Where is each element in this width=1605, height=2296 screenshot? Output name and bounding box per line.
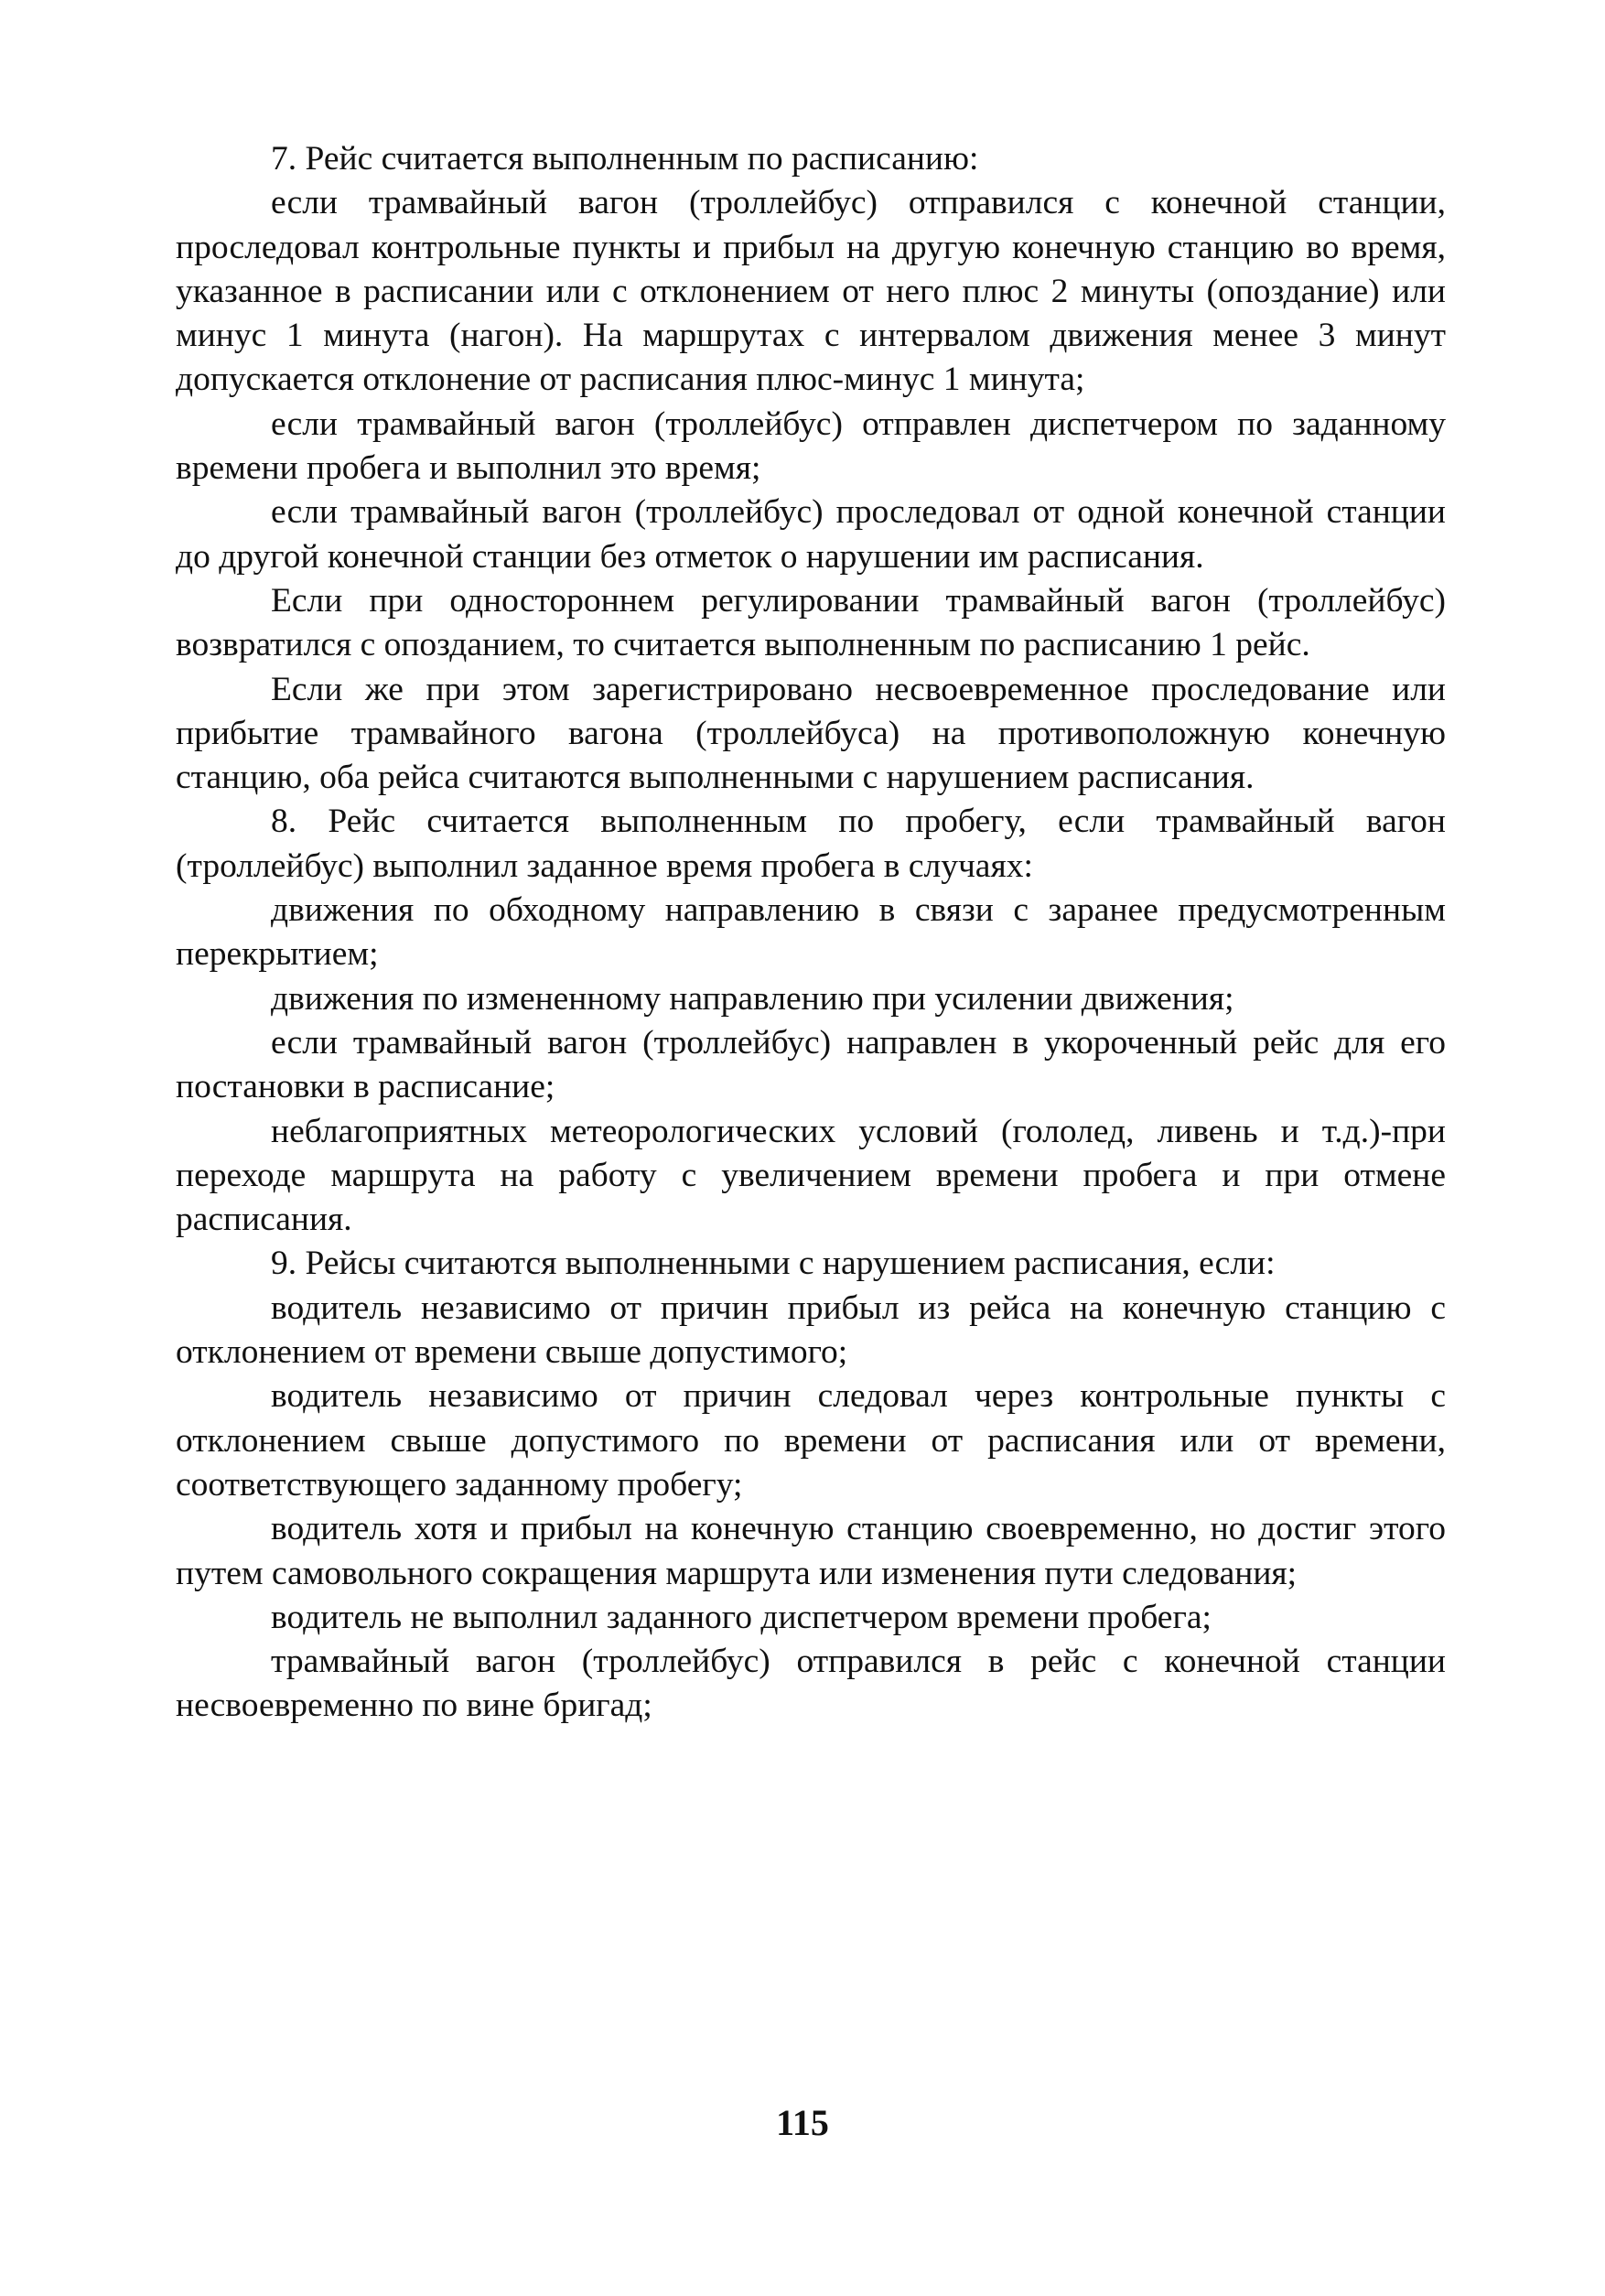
paragraph-item-7-heading: 7. Рейс считается выполненным по расписанию: [271, 140, 979, 178]
paragraph-violation-case-4: водитель не выполнил заданного диспетчером времени пробега; [271, 1598, 1212, 1636]
page-number: 115 [776, 2102, 829, 2143]
paragraph-violation-case-2: водитель независимо от причин следовал через контрольные пункты с отклонением свыше допустимого по времени от расписания или от времени, соответствующего заданному пробегу; [176, 1377, 1446, 1504]
paragraph-one-sided-regulation: Если при одностороннем регулировании трамвайный вагон (троллейбус) возвратился с опозданием, то считается выполненным по расписанию 1 рейс. [176, 581, 1446, 664]
paragraph-mileage-case-3: если трамвайный вагон (троллейбус) направлен в укороченный рейс для его постановки в расписание; [176, 1023, 1446, 1106]
paragraph-schedule-condition-3: если трамвайный вагон (троллейбус) проследовал от одной конечной станции до другой конечной станции без отметок о нарушении им расписания. [176, 493, 1446, 576]
paragraph-item-9-heading: 9. Рейсы считаются выполненными с нарушением расписания, если: [271, 1245, 1276, 1283]
paragraph-mileage-case-4: неблагоприятных метеорологических условий (гололед, ливень и т.д.)-при переходе маршрута на работу с увеличением времени пробега и при отмене расписания. [176, 1112, 1446, 1239]
document-page [176, 137, 1446, 1729]
paragraph-violation-case-3: водитель хотя и прибыл на конечную станцию своевременно, но достиг этого путем самовольного сокращения маршрута или изменения пути следования; [176, 1510, 1446, 1592]
paragraph-item-8-heading: 8. Рейс считается выполненным по пробегу, если трамвайный вагон (троллейбус) выполнил заданное время пробега в случаях: [176, 803, 1446, 885]
paragraph-violation-case-5: трамвайный вагон (троллейбус) отправился в рейс с конечной станции несвоевременно по вине бригад; [176, 1643, 1446, 1725]
paragraph-both-trips-violation: Если же при этом зарегистрировано несвоевременное проследование или прибытие трамвайного вагона (троллейбуса) на противоположную конечную станцию, оба рейса считаются выполненными с нарушением расписания. [176, 670, 1446, 797]
paragraph-mileage-case-1: движения по обходному направлению в связи с заранее предусмотренным перекрытием; [176, 891, 1446, 974]
paragraph-mileage-case-2: движения по измененному направлению при усилении движения; [271, 979, 1234, 1018]
paragraph-violation-case-1: водитель независимо от причин прибыл из рейса на конечную станцию с отклонением от времени свыше допустимого; [176, 1288, 1446, 1372]
paragraph-schedule-condition-1: если трамвайный вагон (троллейбус) отправился с конечной станции, проследовал контрольные пункты и прибыл на другую конечную станцию во время, указанное в расписании или с отклонением от него плюс 2 минуты (опоздание) или минус 1 минута (нагон). На маршрутах с интервалом движения менее 3 минут допускается отклонение от расписания плюс-минус 1 минута; [176, 184, 1446, 399]
paragraph-schedule-condition-2: если трамвайный вагон (троллейбус) отправлен диспетчером по заданному времени пробега и выполнил это время; [176, 404, 1446, 488]
